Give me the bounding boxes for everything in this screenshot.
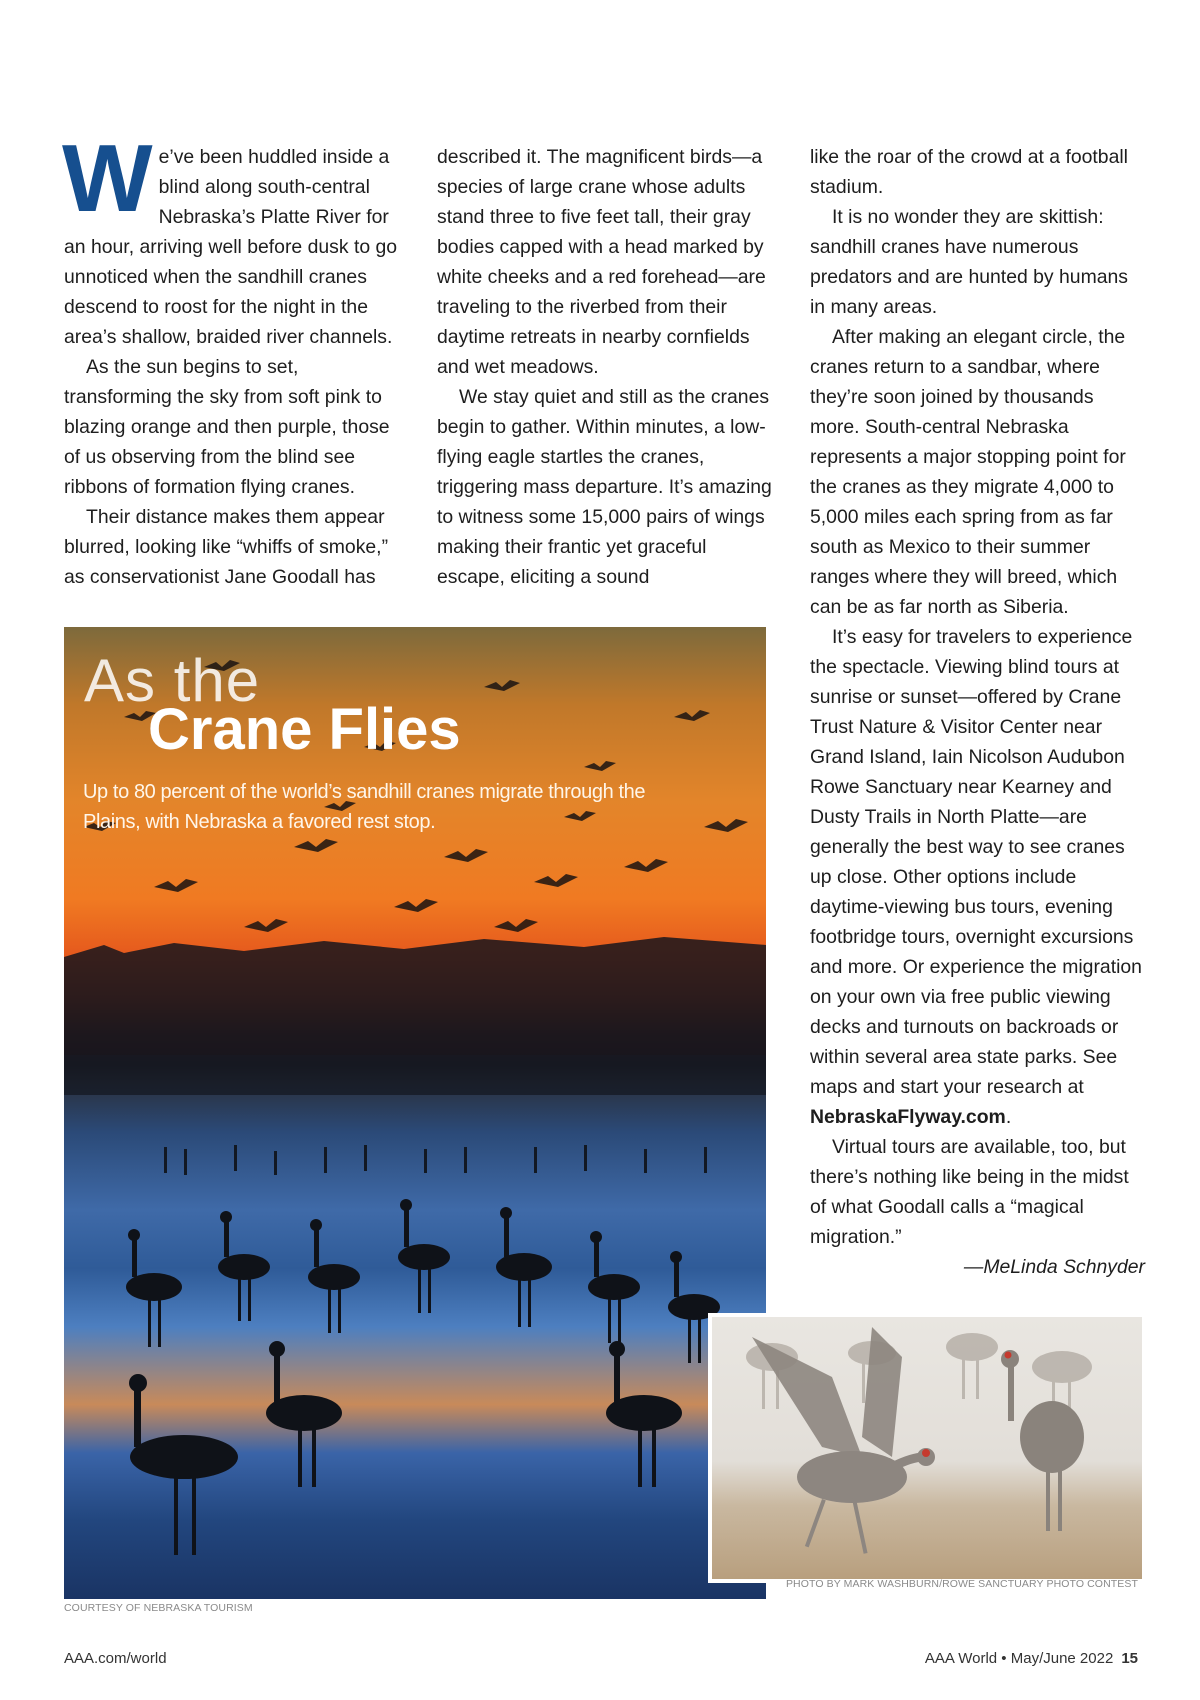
article-paragraph: After making an elegant circle, the cranes return to a sandbar, where they’re soon joined by thousands more. South-central Nebraska represents a major stopping point for the cranes as they migrate 4,000 to 5,000 miles each spring from as far south as Mexico to their summer ranges where they will breed, which can be as far north as Siberia. — [810, 326, 1126, 618]
footer-publication — [925, 1650, 1138, 1667]
article-paragraph: As the sun begins to set, transforming the sky from soft pink to blazing orange and then purple, those of us observing from the blind see ribbons of formation flying cranes. — [64, 356, 390, 498]
article-paragraph: described it. The magnificent birds—a species of large crane whose adults stand three to five feet tall, their gray bodies capped with a head marked by white cheeks and a red forehead—are traveling to the riverbed from their daytime retreats in nearby cornfields and wet meadows. — [437, 146, 766, 378]
article-paragraph: like the roar of the crowd at a football stadium. — [810, 146, 1128, 198]
inset-photo-cranes — [708, 1313, 1146, 1583]
footer-website[interactable]: AAA.com/world — [64, 1650, 167, 1667]
page-number: 15 — [1121, 1650, 1138, 1667]
article-paragraph: Virtual tours are available, too, but there’s nothing like being in the midst of what Goodall calls a “magical migration.” — [810, 1136, 1129, 1248]
crane-inset-illustration — [712, 1317, 1142, 1579]
author-signoff: —MeLinda Schnyder — [963, 1256, 1145, 1278]
article-column-1 — [62, 125, 399, 592]
feature-photo-cranes-sunset — [64, 627, 766, 1599]
drop-cap: W — [62, 125, 153, 232]
paragraph-text: It’s easy for travelers to experience the spectacle. Viewing blind tours at sunrise or sunset—offered by Crane Trust Nature & Visitor Center near Grand Island, Iain Nicolson Audubon Rowe Sanctuary near Kearney and Dusty Trails in North Platte—are generally the best way to see cranes up close. Other options include daytime-viewing bus tours, evening footbridge tours, overnight excursions and more. Or experience the migration on your own via free public viewing decks and turnouts on backroads or within several area state parks. See maps and start your research at — [810, 626, 1142, 1098]
article-paragraph — [810, 622, 1145, 1132]
paragraph-text: e’ve been huddled inside a blind along south-central Nebraska’s Platte River for an hour, arriving well before dusk to go unnoticed when the sandhill cranes descend to roost for the night in the area’s shallow, braided river channels. — [64, 146, 398, 348]
article-paragraph — [62, 125, 399, 352]
article-paragraph: We stay quiet and still as the cranes begin to gather. Within minutes, a low-flying eagle startles the cranes, triggering mass departure. It’s amazing to witness some 15,000 pairs of wings making their frantic yet graceful escape, eliciting a sound — [437, 386, 772, 588]
feature-headline-light: As the — [84, 647, 261, 714]
feature-headline-bold: Crane Flies — [148, 697, 461, 762]
photo-credit-inset: PHOTO BY MARK WASHBURN/ROWE SANCTUARY PHOTO CONTEST — [785, 1578, 1138, 1590]
website-link[interactable]: NebraskaFlyway.com — [810, 1106, 1006, 1128]
crane-silhouettes-illustration — [64, 627, 766, 1599]
article-paragraph: It is no wonder they are skittish: sandhill cranes have numerous predators and are hunted by humans in many areas. — [810, 206, 1129, 318]
paragraph-text: . — [1005, 1106, 1012, 1128]
footer-issue: AAA World • May/June 2022 — [924, 1650, 1114, 1667]
article-paragraph: Their distance makes them appear blurred, looking like “whiffs of smoke,” as conservationist Jane Goodall has — [64, 506, 389, 588]
feature-subhead: Up to 80 percent of the world’s sandhill cranes migrate through the Plains, with Nebraska a favored rest stop. — [83, 781, 646, 833]
article-column-2 — [437, 142, 772, 592]
photo-credit-main: COURTESY OF NEBRASKA TOURISM — [64, 1602, 253, 1614]
article-column-3 — [810, 142, 1145, 1282]
